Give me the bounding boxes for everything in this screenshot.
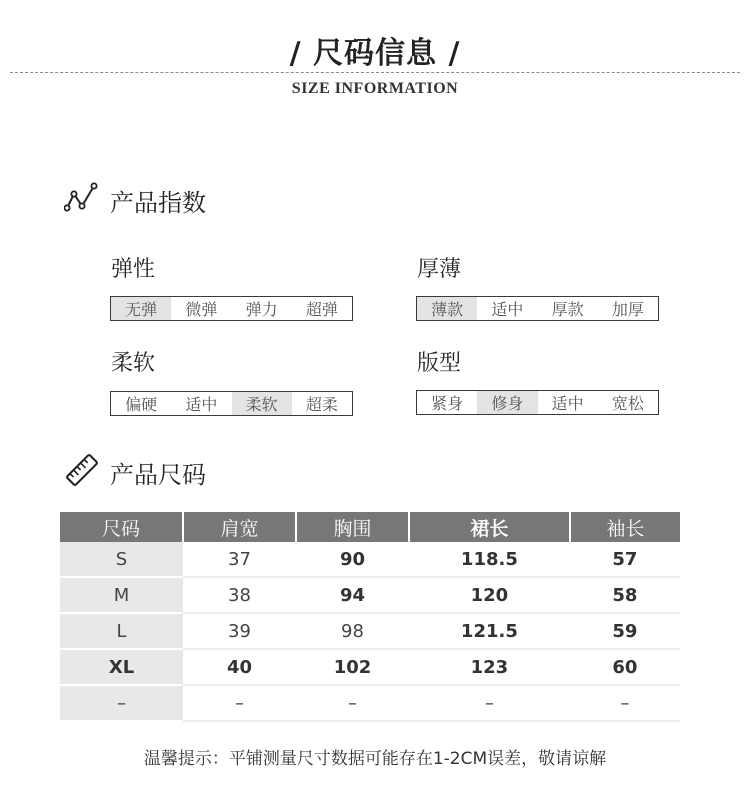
footer-note: 温馨提示：平铺测量尺寸数据可能存在1-2CM误差，敬请谅解	[143, 749, 607, 769]
index-title-softness: 柔软	[111, 351, 156, 376]
table-row	[60, 613, 680, 649]
table-row	[60, 542, 680, 577]
scale-option: 超弹	[305, 300, 338, 319]
index-title-thickness: 厚薄	[417, 257, 462, 282]
table-cell: 37	[183, 542, 296, 577]
scale-option: 厚款	[551, 300, 584, 319]
table-cell: –	[183, 685, 296, 721]
size-table	[60, 512, 680, 722]
table-cell: 121.5	[409, 613, 570, 649]
scale-thickness	[416, 296, 659, 321]
index-title-elasticity: 弹性	[111, 257, 156, 282]
table-cell: 57	[570, 542, 680, 577]
scale-option: 超柔	[305, 395, 338, 414]
table-cell: 118.5	[409, 542, 570, 577]
column-header-shoulder: 肩宽	[183, 512, 296, 542]
scale-elasticity	[110, 296, 353, 321]
size-cell: L	[60, 613, 183, 649]
scale-option: 修身	[477, 391, 537, 414]
table-cell: 98	[296, 613, 409, 649]
table-cell: 40	[183, 649, 296, 685]
size-cell: –	[60, 685, 183, 721]
section-heading-product-index: 产品指数	[110, 189, 206, 217]
table-cell: 58	[570, 577, 680, 613]
table-cell: 120	[409, 577, 570, 613]
scale-option: 无弹	[111, 297, 171, 320]
table-cell: –	[570, 685, 680, 721]
table-cell: 60	[570, 649, 680, 685]
scale-option: 微弹	[185, 300, 218, 319]
size-cell: S	[60, 542, 183, 577]
table-header-row	[60, 512, 680, 542]
scale-softness	[110, 391, 353, 416]
table-cell: 38	[183, 577, 296, 613]
scale-option: 适中	[491, 300, 524, 319]
table-cell: 90	[296, 542, 409, 577]
column-header-size: 尺码	[60, 512, 183, 542]
scale-option: 薄款	[417, 297, 477, 320]
section-product-size	[64, 452, 100, 492]
scale-fit	[416, 390, 659, 415]
dashed-divider	[10, 72, 740, 73]
size-cell: M	[60, 577, 183, 613]
table-row	[60, 685, 680, 721]
table-cell: 123	[409, 649, 570, 685]
line-chart-icon	[64, 182, 100, 218]
table-cell: 94	[296, 577, 409, 613]
scale-option: 适中	[185, 395, 218, 414]
table-row	[60, 577, 680, 613]
scale-option: 适中	[551, 394, 584, 413]
ruler-icon	[64, 452, 100, 488]
table-row	[60, 649, 680, 685]
column-header-sleeve: 袖长	[570, 512, 680, 542]
scale-option: 紧身	[431, 394, 464, 413]
table-cell: –	[409, 685, 570, 721]
column-header-length: 裙长	[409, 512, 570, 542]
page-title: / 尺码信息 /	[289, 36, 461, 71]
scale-option: 加厚	[611, 300, 644, 319]
table-cell: 39	[183, 613, 296, 649]
scale-option: 弹力	[245, 300, 278, 319]
table-cell: 102	[296, 649, 409, 685]
scale-option: 宽松	[611, 394, 644, 413]
scale-option: 柔软	[232, 392, 292, 415]
section-heading-product-size: 产品尺码	[110, 461, 206, 489]
index-title-fit: 版型	[417, 351, 462, 376]
scale-option: 偏硬	[125, 395, 158, 414]
table-cell: 59	[570, 613, 680, 649]
table-cell: –	[296, 685, 409, 721]
column-header-bust: 胸围	[296, 512, 409, 542]
size-cell: XL	[60, 649, 183, 685]
section-product-index	[64, 182, 100, 222]
page-subtitle: SIZE INFORMATION	[291, 80, 459, 97]
